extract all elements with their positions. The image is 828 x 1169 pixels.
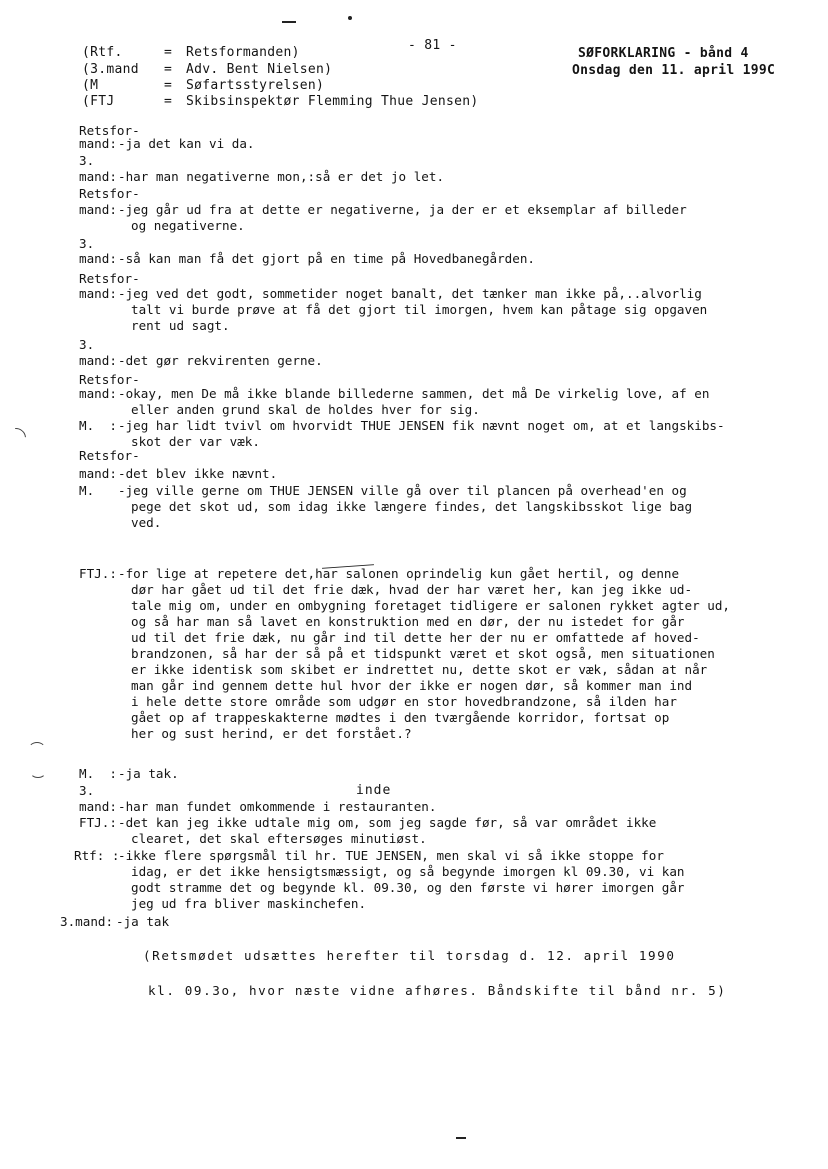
scan-speck [456, 1137, 466, 1139]
legend-row-3mand: (3.mand = Adv. Bent Nielsen) [82, 62, 333, 77]
speaker-label: mand: [79, 251, 117, 266]
legend-row-ftj: (FTJ = Skibsinspektør Flemming Thue Jensen) [82, 94, 479, 109]
transcript-line: -har man negativerne mon,:så er det jo let. [118, 169, 445, 184]
transcript-line: er ikke identisk som skibet er indrettet nu, dette skot er væk, sådan at når [131, 662, 708, 677]
speaker-label: Retsfor- [79, 186, 140, 201]
transcript-line: idag, er det ikke hensigtsmæssigt, og så begynde imorgen kl 09.30, vi kan [131, 864, 685, 879]
transcript-line: -det gør rekvirenten gerne. [118, 353, 323, 368]
speaker-label: mand: [79, 286, 117, 301]
speaker-label: M. : [79, 418, 117, 433]
document-date: Onsdag den 11. april 199C [572, 63, 776, 78]
transcript-line: her og sust herind, er det forstået.? [131, 726, 412, 741]
transcript-line: ved. [131, 515, 162, 530]
transcript-line: -jeg ville gerne om THUE JENSEN ville gå over til plancen på overhead'en og [118, 483, 687, 498]
transcript-line: eller anden grund skal de holdes hver for sig. [131, 402, 480, 417]
speaker-label: mand: [79, 353, 117, 368]
margin-mark [2, 424, 30, 452]
transcript-line: -ja tak. [118, 766, 179, 781]
speaker-label: mand: [79, 169, 117, 184]
transcript-line: -så kan man få det gjort på en time på Hovedbanegården. [118, 251, 536, 266]
speaker-label: 3. [79, 153, 95, 168]
speaker-label: Retsfor- [79, 448, 140, 463]
speaker-label: mand: [79, 202, 117, 217]
speaker-label: FTJ.: [79, 566, 117, 581]
transcript-line: -ja tak [116, 914, 170, 929]
transcript-line: godt stramme det og begynde kl. 09.30, og den første vi hører imorgen går [131, 880, 685, 895]
transcript-line: -jeg har lidt tvivl om hvorvidt THUE JENSEN fik nævnt noget om, at et langskibs- [118, 418, 725, 433]
speaker-label: 3. [79, 783, 95, 798]
transcript-line: og negativerne. [131, 218, 245, 233]
transcript-line: tale mig om, under en ombygning foretaget tidligere er salonen rykket agter ud, [131, 598, 730, 613]
scan-speck [348, 16, 352, 20]
speaker-label: mand: [79, 466, 117, 481]
legend-row-m: (M = Søfartsstyrelsen) [82, 78, 325, 93]
transcript-line: -har man fundet omkommende i restauranten. [118, 799, 437, 814]
transcript-line: pege det skot ud, som idag ikke længere findes, det langskibsskot lige bag [131, 499, 693, 514]
speaker-label: 3.mand: [60, 914, 114, 929]
speaker-label: 3. [79, 236, 95, 251]
transcript-line: man går ind gennem dette hul hvor der ikke er nogen dør, så kommer man ind [131, 678, 693, 693]
document-title: SØFORKLARING - bånd 4 [578, 46, 749, 61]
page-number: - 81 - [408, 38, 457, 53]
adjournment-note: (Retsmødet udsættes herefter til torsdag d. 12. april 1990 [143, 948, 676, 963]
speaker-label: M. [79, 483, 95, 498]
transcript-line: i hele dette store område som udgør en stor hovedbrandzone, så ilden har [131, 694, 677, 709]
transcript-line: rent ud sagt. [131, 318, 230, 333]
speaker-label: Retsfor- [79, 123, 140, 138]
transcript-line: -det kan jeg ikke udtale mig om, som jeg sagde før, så var området ikke [118, 815, 657, 830]
transcript-line: -ikke flere spørgsmål til hr. TUE JENSEN, men skal vi så ikke stoppe for [118, 848, 664, 863]
speaker-label: Rtf: : [74, 848, 120, 863]
transcript-line: -okay, men De må ikke blande billederne sammen, det må De virkelig love, af en [118, 386, 710, 401]
transcript-line: jeg ud fra bliver maskinchefen. [131, 896, 367, 911]
margin-mark [28, 742, 46, 758]
speaker-label: FTJ.: [79, 815, 117, 830]
transcript-line: skot der var væk. [131, 434, 260, 449]
transcript-line: talt vi burde prøve at få det gjort til imorgen, hvem kan påtage sig opgaven [131, 302, 708, 317]
handwritten-insertion: inde [356, 783, 392, 798]
transcript-line: gået op af trappeskakterne mødtes i den tværgående korridor, fortsat op [131, 710, 670, 725]
transcript-line: -for lige at repetere det,har salonen oprindelig kun gået hertil, og denne [118, 566, 680, 581]
margin-mark [30, 766, 46, 778]
speaker-label: Retsfor- [79, 372, 140, 387]
transcript-line: clearet, det skal eftersøges minutiøst. [131, 831, 427, 846]
transcript-line: og så har man så lavet en konstruktion med en dør, der nu istedet for går [131, 614, 685, 629]
transcript-line: -ja det kan vi da. [118, 136, 255, 151]
legend-row-rtf: (Rtf. = Retsformanden) [82, 45, 300, 60]
speaker-label: M. : [79, 766, 117, 781]
speaker-label: mand: [79, 386, 117, 401]
transcript-line: ud til det frie dæk, nu går ind til dette her der nu er omfattede af hoved- [131, 630, 700, 645]
speaker-label: mand: [79, 799, 117, 814]
adjournment-note: kl. 09.3o, hvor næste vidne afhøres. Båndskifte til bånd nr. 5) [148, 983, 727, 998]
scan-speck [282, 21, 296, 23]
transcript-line: -jeg ved det godt, sommetider noget banalt, det tænker man ikke på,..alvorlig [118, 286, 702, 301]
speaker-label: mand: [79, 136, 117, 151]
transcript-line: brandzonen, så har der så på et tidspunkt været et skot også, men situationen [131, 646, 715, 661]
transcript-line: -det blev ikke nævnt. [118, 466, 278, 481]
speaker-label: Retsfor- [79, 271, 140, 286]
speaker-label: 3. [79, 337, 95, 352]
transcript-line: dør har gået ud til det frie dæk, hvad der har været her, kan jeg ikke ud- [131, 582, 693, 597]
transcript-line: -jeg går ud fra at dette er negativerne, ja der er et eksemplar af billeder [118, 202, 687, 217]
